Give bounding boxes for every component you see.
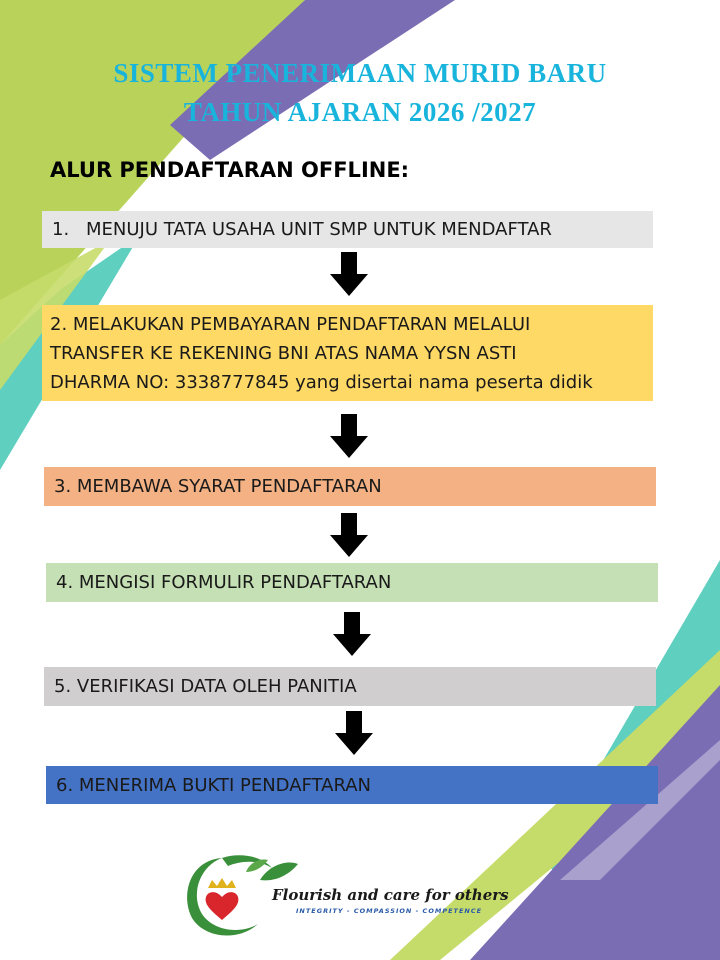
step-2-box (42, 305, 653, 401)
step-5-box (44, 667, 656, 706)
step-3-box (44, 467, 656, 506)
flow-heading: ALUR PENDAFTARAN OFFLINE: (50, 158, 410, 182)
arrow-down-icon (330, 513, 368, 557)
logo-leaf-icon (260, 863, 298, 881)
step-5-text: 5. VERIFIKASI DATA OLEH PANITIA (54, 676, 357, 697)
page-title-line-1: SISTEM PENERIMAAN MURID BARU (113, 58, 607, 88)
arrow-down-icon (333, 612, 371, 656)
crown-icon (208, 878, 236, 888)
step-4-text: 4. MENGISI FORMULIR PENDAFTARAN (56, 572, 392, 593)
page-title-line-2: TAHUN AJARAN 2026 /2027 (183, 97, 537, 127)
heart-icon (206, 892, 239, 920)
step-2-line-2: TRANSFER KE REKENING BNI ATAS NAMA YYSN ASTI (50, 342, 517, 364)
step-2-line-1: 2. MELAKUKAN PEMBAYARAN PENDAFTARAN MELALUI (50, 313, 531, 335)
arrow-down-icon (330, 252, 368, 296)
step-1-text: MENUJU TATA USAHA UNIT SMP UNTUK MENDAFTAR (86, 219, 552, 240)
step-4-box (46, 563, 658, 602)
step-2-line-3: DHARMA NO: 3338777845 yang disertai nama peserta didik (50, 371, 593, 393)
arrow-down-icon (335, 711, 373, 755)
logo-values: INTEGRITY - COMPASSION - COMPETENCE (296, 907, 483, 915)
step-1-number: 1. (52, 219, 70, 240)
logo-tagline: Flourish and care for others (272, 886, 509, 904)
step-1-box (42, 211, 653, 248)
step-3-text: 3. MEMBAWA SYARAT PENDAFTARAN (54, 476, 382, 497)
arrow-down-icon (330, 414, 368, 458)
step-6-text: 6. MENERIMA BUKTI PENDAFTARAN (56, 774, 372, 796)
step-6-box (46, 766, 658, 804)
